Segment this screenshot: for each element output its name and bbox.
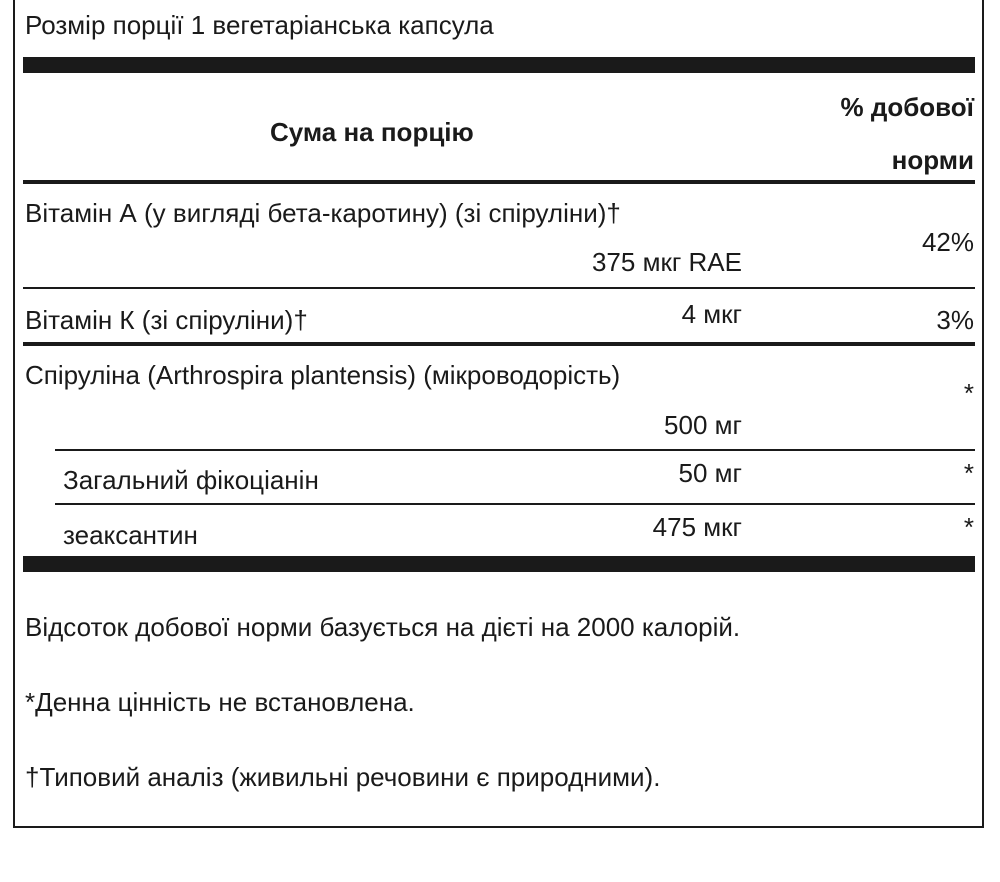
nutrient-name: зеаксантин <box>63 520 198 550</box>
nutrient-name: Загальний фікоціанін <box>63 465 319 495</box>
sub-row-divider <box>55 449 975 451</box>
footnote-not-established: *Денна цінність не встановлена. <box>25 687 415 717</box>
nutrient-name: Вітамін К (зі спіруліни)† <box>25 305 308 335</box>
nutrient-daily-value: * <box>963 458 974 488</box>
nutrient-amount: 475 мкг <box>652 512 742 542</box>
daily-value-header-line1: % добової <box>840 92 974 122</box>
nutrient-daily-value: 42% <box>921 227 974 257</box>
serving-size-text: Розмір порції 1 вегетаріанська капсула <box>25 10 494 40</box>
nutrient-daily-value: 3% <box>936 305 974 335</box>
sub-row-divider <box>55 503 975 505</box>
top-thick-divider <box>23 57 975 73</box>
row-divider <box>23 342 975 346</box>
amount-per-serving-header: Сума на порцію <box>270 117 474 147</box>
nutrient-amount: 4 мкг <box>681 299 742 329</box>
supplement-facts-panel <box>13 0 984 828</box>
footnote-calories: Відсоток добової норми базується на дієті на 2000 калорій. <box>25 612 741 642</box>
footnote-typical-analysis: †Типовий аналіз (живильні речовини є природними). <box>25 762 661 792</box>
bottom-thick-divider <box>23 556 975 572</box>
nutrient-amount: 375 мкг RAE <box>591 247 742 277</box>
nutrient-name: Спіруліна (Arthrospira plantensis) (мікроводорість) <box>25 360 621 390</box>
nutrient-daily-value: * <box>963 378 974 408</box>
nutrient-amount: 500 мг <box>664 410 742 440</box>
nutrient-amount: 50 мг <box>678 458 742 488</box>
row-divider <box>23 287 975 289</box>
header-divider <box>23 180 975 184</box>
nutrient-daily-value: * <box>963 512 974 542</box>
nutrient-name: Вітамін А (у вигляді бета-каротину) (зі спіруліни)† <box>25 198 621 228</box>
daily-value-header-line2: норми <box>891 145 974 175</box>
